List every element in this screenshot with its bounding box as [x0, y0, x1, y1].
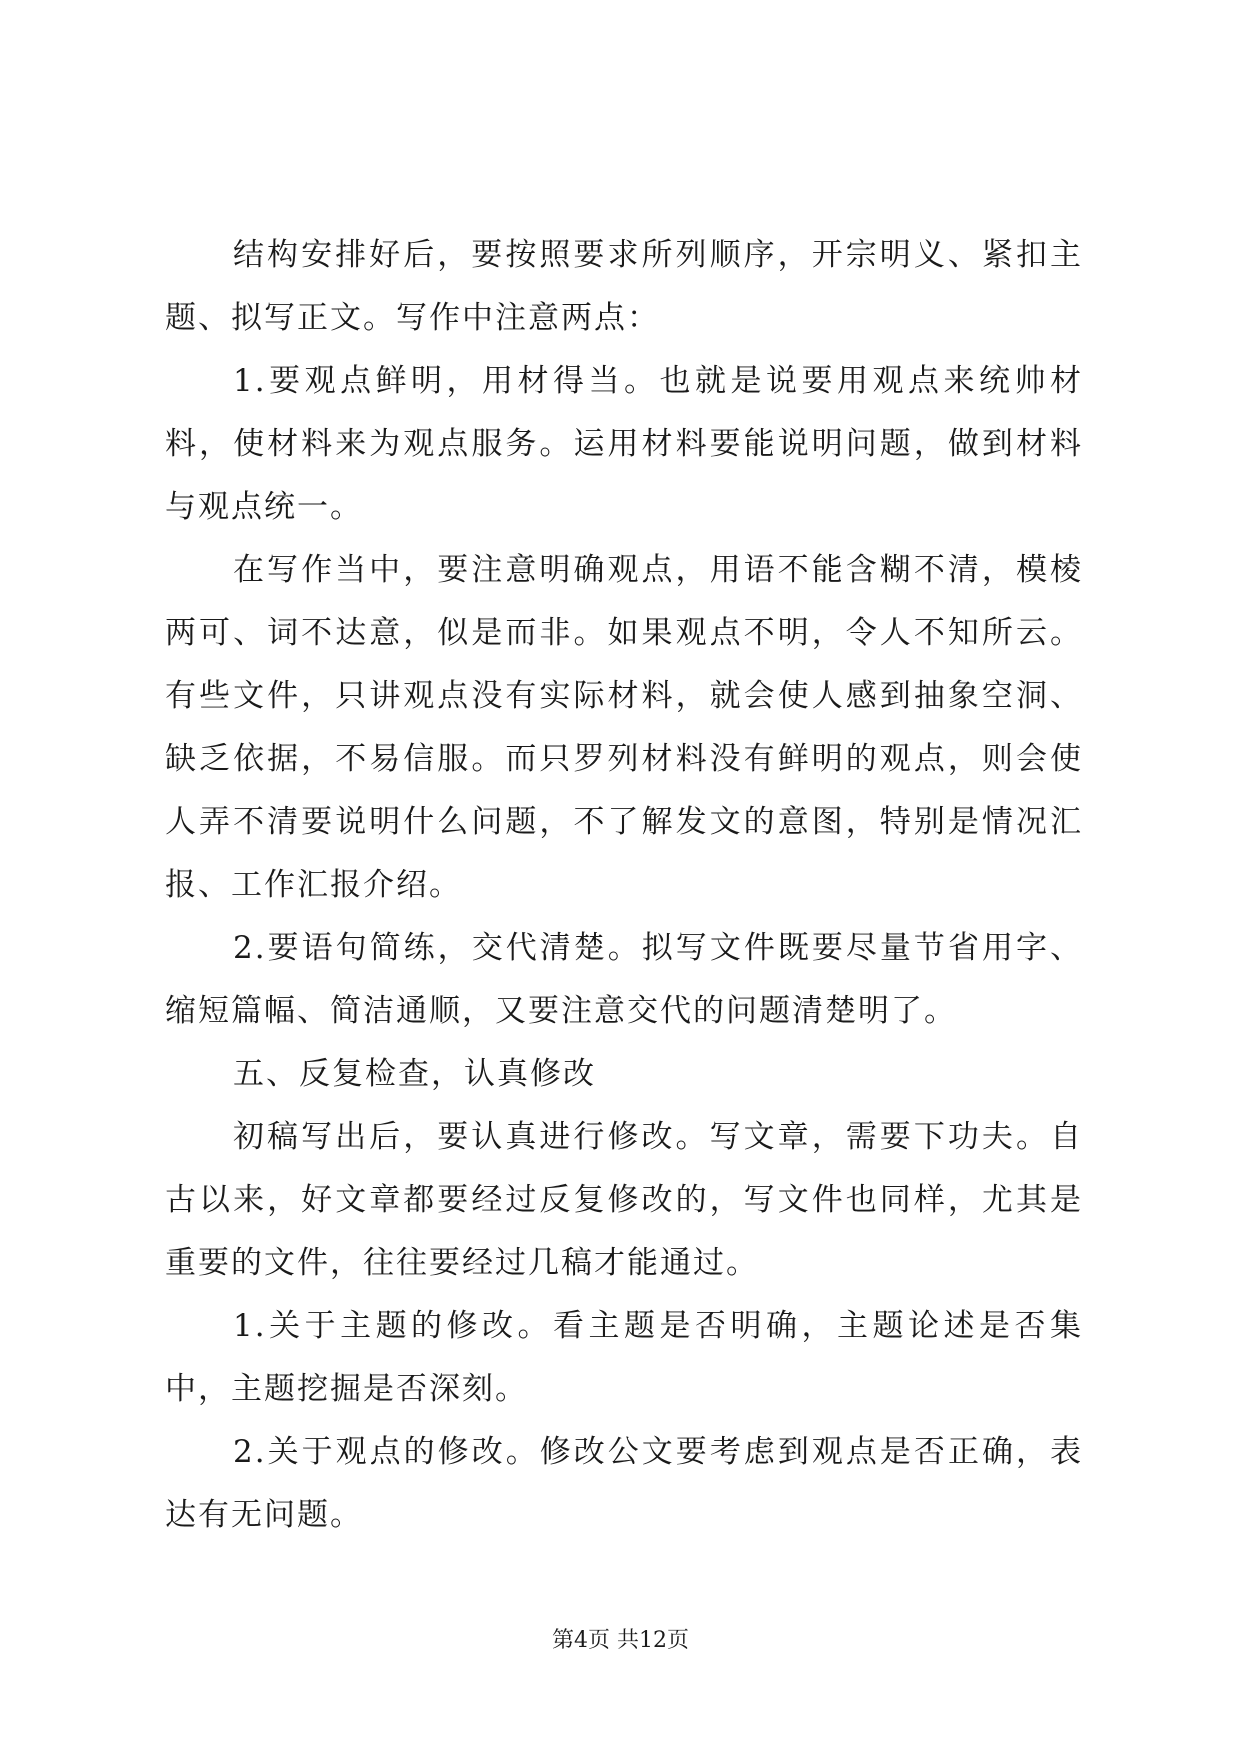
paragraph-draft-revision: 初稿写出后，要认真进行修改。写文章，需要下功夫。自古以来，好文章都要经过反复修改的，写文件也同样，尤其是重要的文件，往往要经过几稿才能通过。 — [165, 1119, 1083, 1281]
paragraph-structure-writing: 结构安排好后，要按照要求所列顺序，开宗明义、紧扣主题、拟写正文。写作中注意两点： — [165, 237, 1083, 336]
paragraph-viewpoint-revision: 2.关于观点的修改。修改公文要考虑到观点是否正确，表达有无问题。 — [165, 1434, 1083, 1533]
page-number-footer: 第4页 共12页 — [552, 1628, 689, 1653]
section-heading-revision: 五、反复检查，认真修改 — [233, 1056, 596, 1092]
paragraph-theme-revision: 1.关于主题的修改。看主题是否明确，主题论述是否集中，主题挖掘是否深刻。 — [165, 1308, 1083, 1407]
paragraph-point-concise-language: 2.要语句简练，交代清楚。拟写文件既要尽量节省用字、缩短篇幅、简洁通顺，又要注意交代的问题清楚明了。 — [165, 930, 1083, 1029]
document-body — [165, 224, 1083, 1547]
paragraph-point-clear-viewpoint: 1.要观点鲜明，用材得当。也就是说要用观点来统帅材料，使材料来为观点服务。运用材料要能说明问题，做到材料与观点统一。 — [165, 363, 1083, 525]
paragraph-clear-viewpoint-detail: 在写作当中，要注意明确观点，用语不能含糊不清，模棱两可、词不达意，似是而非。如果观点不明，令人不知所云。有些文件，只讲观点没有实际材料，就会使人感到抽象空洞、缺乏依据，不易信服。而只罗列材料没有鲜明的观点，则会使人弄不清要说明什么问题，不了解发文的意图，特别是情况汇报、工作汇报介绍。 — [165, 552, 1083, 903]
